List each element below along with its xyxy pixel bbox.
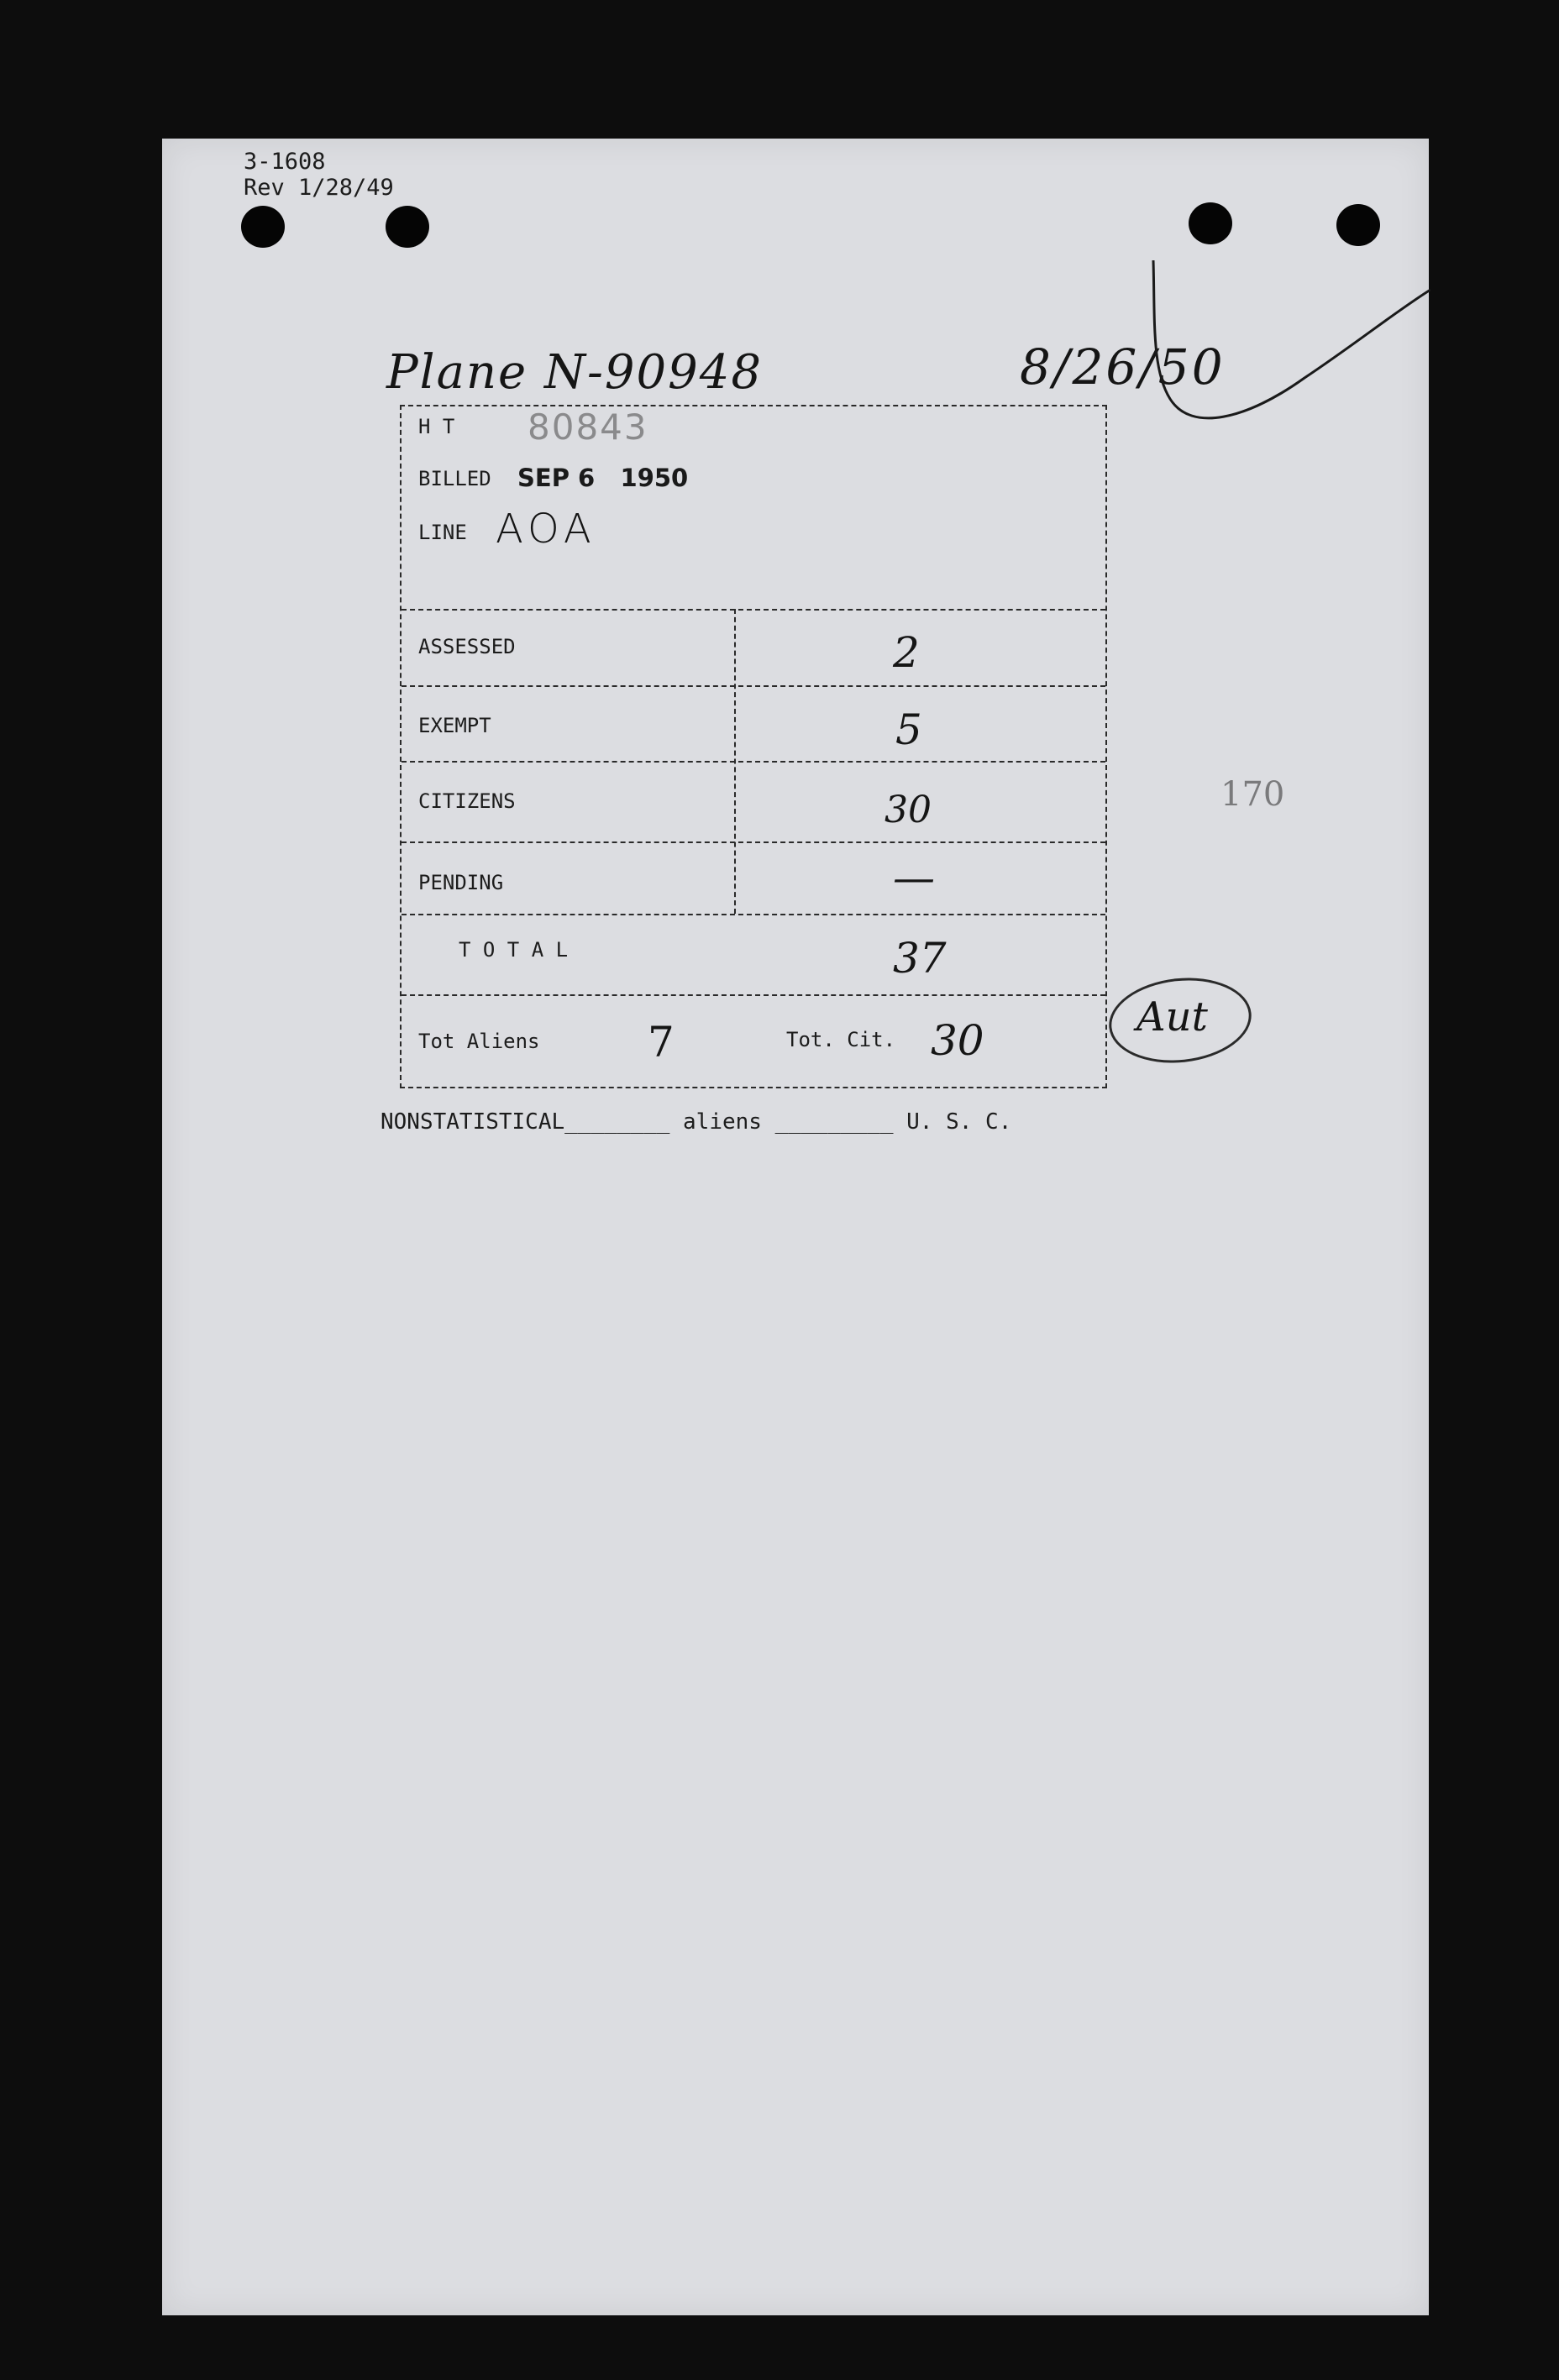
handwritten-date: 8/26/50 [1020, 338, 1226, 396]
side-page-number: 170 [1220, 775, 1285, 814]
nonstatistical-line: NONSTATISTICAL________ aliens _________ U. S. C. [381, 1109, 1012, 1135]
form-number: 3-1608 [244, 149, 326, 175]
ht-number: 80843 [528, 406, 648, 448]
check-mark-stroke [1145, 252, 1430, 437]
pending-label: PENDING [418, 871, 504, 894]
pending-value: — [893, 853, 935, 902]
citizens-value: 30 [884, 789, 932, 831]
citizens-label: CITIZENS [418, 789, 516, 813]
line-value: AOA [496, 506, 596, 553]
line-label: LINE [418, 521, 467, 544]
divider [402, 609, 1105, 611]
ht-label: H T [418, 415, 455, 438]
divider [402, 841, 1105, 843]
total-citizens-value: 30 [931, 1016, 984, 1065]
total-label: T O T A L [459, 938, 569, 962]
punch-hole [1189, 202, 1232, 244]
punch-hole [386, 206, 429, 248]
plane-reference: Plane N-90948 [386, 345, 764, 400]
assessed-label: ASSESSED [418, 635, 516, 658]
summary-form [400, 405, 1107, 1088]
form-revision: Rev 1/28/49 [244, 175, 394, 201]
total-citizens-label: Tot. Cit. [786, 1028, 896, 1051]
assessed-value: 2 [893, 628, 920, 677]
exempt-label: EXEMPT [418, 714, 491, 737]
column-divider [734, 609, 736, 914]
form-code [244, 149, 394, 201]
punch-hole [1336, 204, 1380, 246]
total-aliens-value: 7 [648, 1018, 675, 1067]
punch-hole [241, 206, 285, 248]
billed-date: SEP 6 1950 [517, 464, 689, 492]
billed-label: BILLED [418, 467, 491, 490]
initials: Aut [1136, 993, 1208, 1041]
divider [402, 994, 1105, 996]
total-aliens-label: Tot Aliens [418, 1030, 540, 1053]
exempt-value: 5 [895, 705, 922, 754]
divider [402, 685, 1105, 687]
divider [402, 914, 1105, 915]
total-value: 37 [893, 934, 947, 983]
document-page [162, 139, 1429, 2315]
divider [402, 761, 1105, 763]
